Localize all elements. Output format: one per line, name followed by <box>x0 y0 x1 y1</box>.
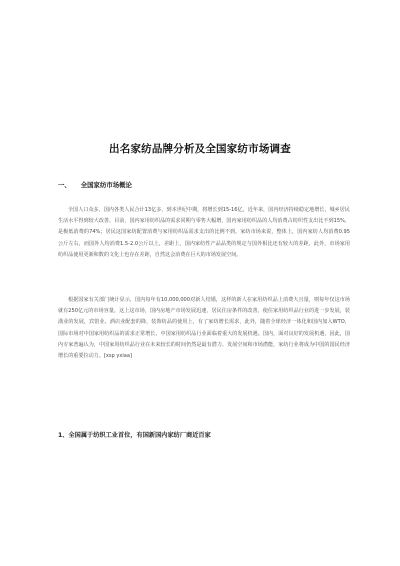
section-number: 一、 <box>58 181 71 189</box>
section-heading <box>58 180 132 189</box>
section-heading-text: 全国家纺市场概论 <box>80 181 132 189</box>
paragraph-market-statistics: 根据国家有关部门统计显示，国内每年有10,000,000对新人结婚，这样的新人在家用纺织品上消费大且量，则每年仅这市场就有250亿元的市场容量，这上这市场，国内房地产市场发展迅速，居民住房条件的改善，使住家用纺织品行业的进一步发展，装潢业的发展，宾馆业、酒店业配套的降，装饰纺品的使用上，有了家纺增长需求，此外，随着全球经济一体化和国内加入WTO，国际市场对中国家用纺织品的需求正常增长，中国家用纺织品行业面临着重大的发展机遇。国内，面对良好的发展机遇，因此，国内专家普遍认为，中国家用纺织品行业在未来较长的时间仍然是最有潜力、发展空间和市场潜能，家纺行业将成为中国的国民经济增长的重要拉动力。[xsp yxiaa] <box>58 297 350 360</box>
subheading-industry: 1、全国属于纺织工业首位，有国新国内家纺厂商近百家 <box>58 432 211 439</box>
paragraph-population-demand: 全国人口众多，国内各类人民合计13亿多，到本世纪中期，将增长到15-16亿，近年来，国内经济持续稳定地增长，城乡居民生活水平得到较大改善。目前，国内家用纺织品的需求同期与零售大幅增，国内家用纺织品的人均消费占纺织性支出比不到15%，是极低消费的74%；居民这国家纺配置消费与家用纺织品需求支出的比例不到。家纺市场来说，整体上，国内家纺人均消费0.95公斤左右，而国外人均消费1.5-2.0公斤以上，差距上，国内家纺性产品品类的规定与国外相比还有较大的差距，此外，市场家用纺织品使用更新和数的文化上也存在差距，自然这会消费在巨大的市场发展空间。 <box>58 207 350 258</box>
document-title: 出名家纺品牌分析及全国家纺市场调查 <box>109 143 291 155</box>
